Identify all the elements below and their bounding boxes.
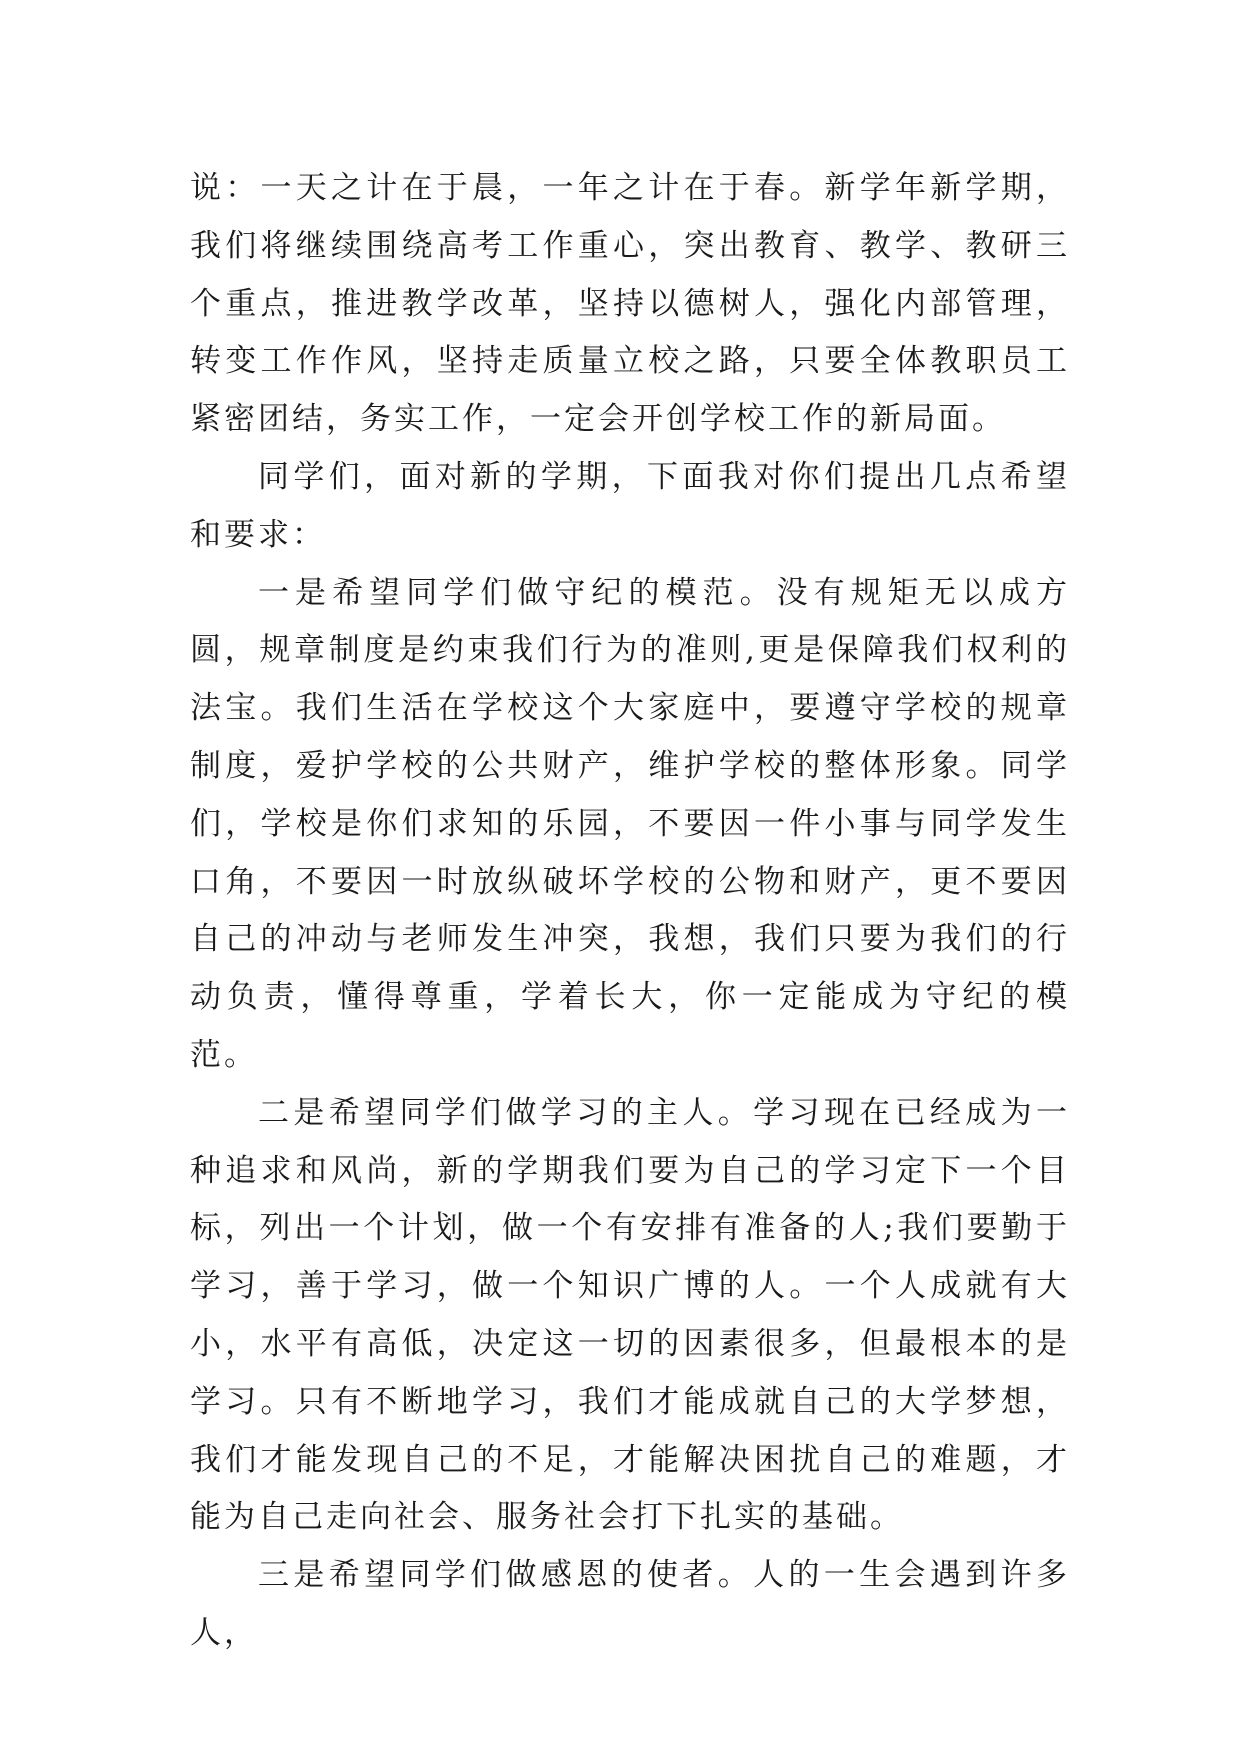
paragraph-gratitude: 三是希望同学们做感恩的使者。人的一生会遇到许多人， — [190, 1557, 1070, 1651]
paragraph-requirements-intro: 同学们，面对新的学期，下面我对你们提出几点希望和要求： — [190, 458, 1070, 553]
paragraph-learning: 二是希望同学们做学习的主人。学习现在已经成为一种追求和风尚，新的学期我们要为自己的学习定下一个目标，列出一个计划，做一个有安排有准备的人;我们要勤于学习，善于学习，做一个知识广博的人。一个人成就有大小，水平有高低，决定这一切的因素很多，但最根本的是学习。只有不断地学习，我们才能成就自己的大学梦想，我们才能发现自己的不足，才能解决困扰自己的难题，才能为自己走向社会、服务社会打下扎实的基础。 — [190, 1094, 1070, 1536]
paragraph-discipline: 一是希望同学们做守纪的模范。没有规矩无以成方圆，规章制度是约束我们行为的准则,更是保障我们权利的法宝。我们生活在学校这个大家庭中，要遵守学校的规章制度，爱护学校的公共财产，维护学校的整体形象。同学们，学校是你们求知的乐园，不要因一件小事与同学发生口角，不要因一时放纵破坏学校的公物和财产，更不要因自己的冲动与老师发生冲突，我想，我们只要为我们的行动负责，懂得尊重，学着长大，你一定能成为守纪的模范。 — [190, 574, 1070, 1073]
paragraph-continuation: 说：一天之计在于晨，一年之计在于春。新学年新学期，我们将继续围绕高考工作重心，突出教育、教学、教研三个重点，推进教学改革，坚持以德树人，强化内部管理，转变工作作风，坚持走质量立校之路，只要全体教职员工紧密团结，务实工作，一定会开创学校工作的新局面。 — [190, 170, 1070, 438]
document-body — [190, 160, 1070, 1663]
